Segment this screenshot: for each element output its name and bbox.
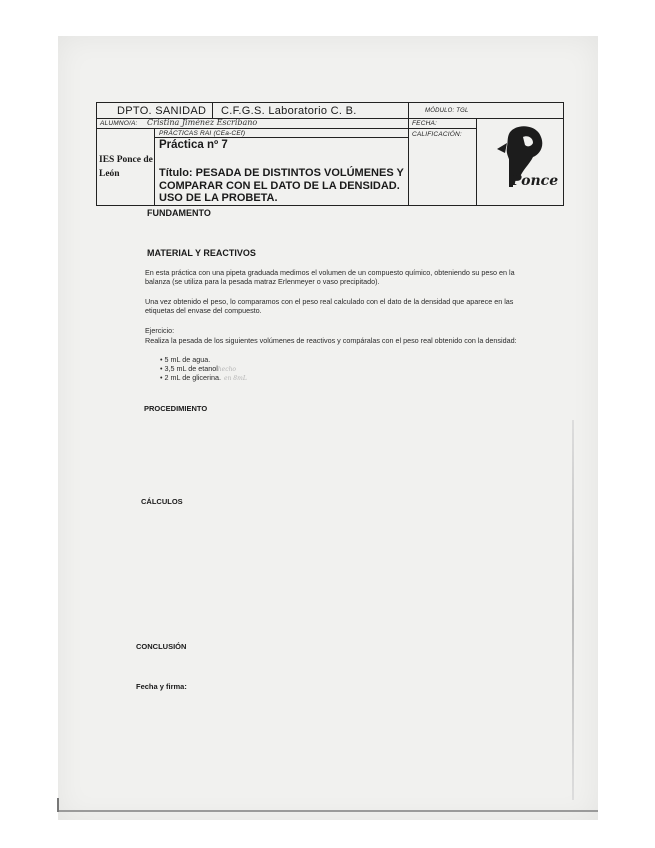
section-procedimiento: PROCEDIMIENTO — [144, 404, 208, 413]
section-calculos: CÁLCULOS — [141, 497, 183, 506]
date-label: FECHA: — [412, 120, 438, 127]
scan-bottom-edge — [58, 810, 598, 812]
section-conclusion: CONCLUSIÓN — [136, 642, 187, 651]
exercise-label: Ejercicio: — [145, 326, 175, 335]
paragraph-2 — [145, 297, 525, 315]
scan-right-edge — [572, 420, 574, 800]
department-label: DPTO. SANIDAD — [117, 105, 207, 117]
course-label: C.F.G.S. Laboratorio C. B. — [221, 105, 357, 117]
section-fundamento: FUNDAMENTO — [147, 208, 211, 218]
exercise-text — [145, 336, 530, 345]
section-fecha-firma: Fecha y firma: — [136, 682, 187, 691]
header-cell-grade — [409, 129, 477, 205]
handwritten-note: en 8mL — [223, 375, 247, 382]
practice-title: Título: PESADA DE DISTINTOS VOLÚMENES Y COMPARAR CON EL DATO DE LA DENSIDAD. USO DE LA PROBETA. — [159, 167, 404, 204]
list-item: • 3,5 mL de etanolhecho — [160, 364, 237, 373]
lion-logo-icon — [489, 121, 559, 201]
ponce-logo — [489, 121, 559, 201]
paragraph-1 — [145, 268, 525, 286]
practice-number: Práctica nº 7 — [159, 139, 228, 151]
list-item-text: 2 mL de glicerina. — [164, 373, 221, 382]
handwritten-note: hecho — [217, 366, 237, 373]
list-item-text: 3,5 mL de etanol — [164, 364, 218, 373]
module-label: MÓDULO: TGL — [425, 108, 469, 114]
practices-label: PRÁCTICAS RAI (CEa-CEf) — [159, 130, 246, 137]
exercise-text-body: Realiza la pesada de los siguientes volúmenes de reactivos y compáralas con el peso real obtenido con la densidad: — [145, 336, 517, 345]
logo-text: Ponce — [511, 173, 559, 189]
header-table — [96, 102, 564, 206]
section-material: MATERIAL Y REACTIVOS — [147, 248, 256, 258]
scan-left-edge — [57, 798, 59, 812]
list-item: • 5 mL de agua. — [160, 355, 211, 364]
grade-label: CALIFICACIÓN: — [412, 131, 462, 138]
school-name: IES Ponce de León — [99, 155, 153, 179]
paragraph-2-text: Una vez obtenido el peso, lo comparamos con el peso real calculado con el dato de la densidad que aparece en las etiquetas del envase del compuesto. — [145, 297, 514, 315]
list-item: • 2 mL de glicerina. en 8mL — [160, 373, 247, 382]
paragraph-1-text: En esta práctica con una pipeta graduada medimos el volumen de un compuesto químico, obteniendo su peso en la balanza (se utiliza para la pesada matraz Erlenmeyer o vaso precipitado). — [145, 268, 515, 286]
list-item-text: 5 mL de agua. — [164, 355, 211, 364]
student-name: Cristina Jiménez Escribano — [147, 118, 258, 127]
student-label: ALUMNO/A: — [100, 120, 138, 127]
